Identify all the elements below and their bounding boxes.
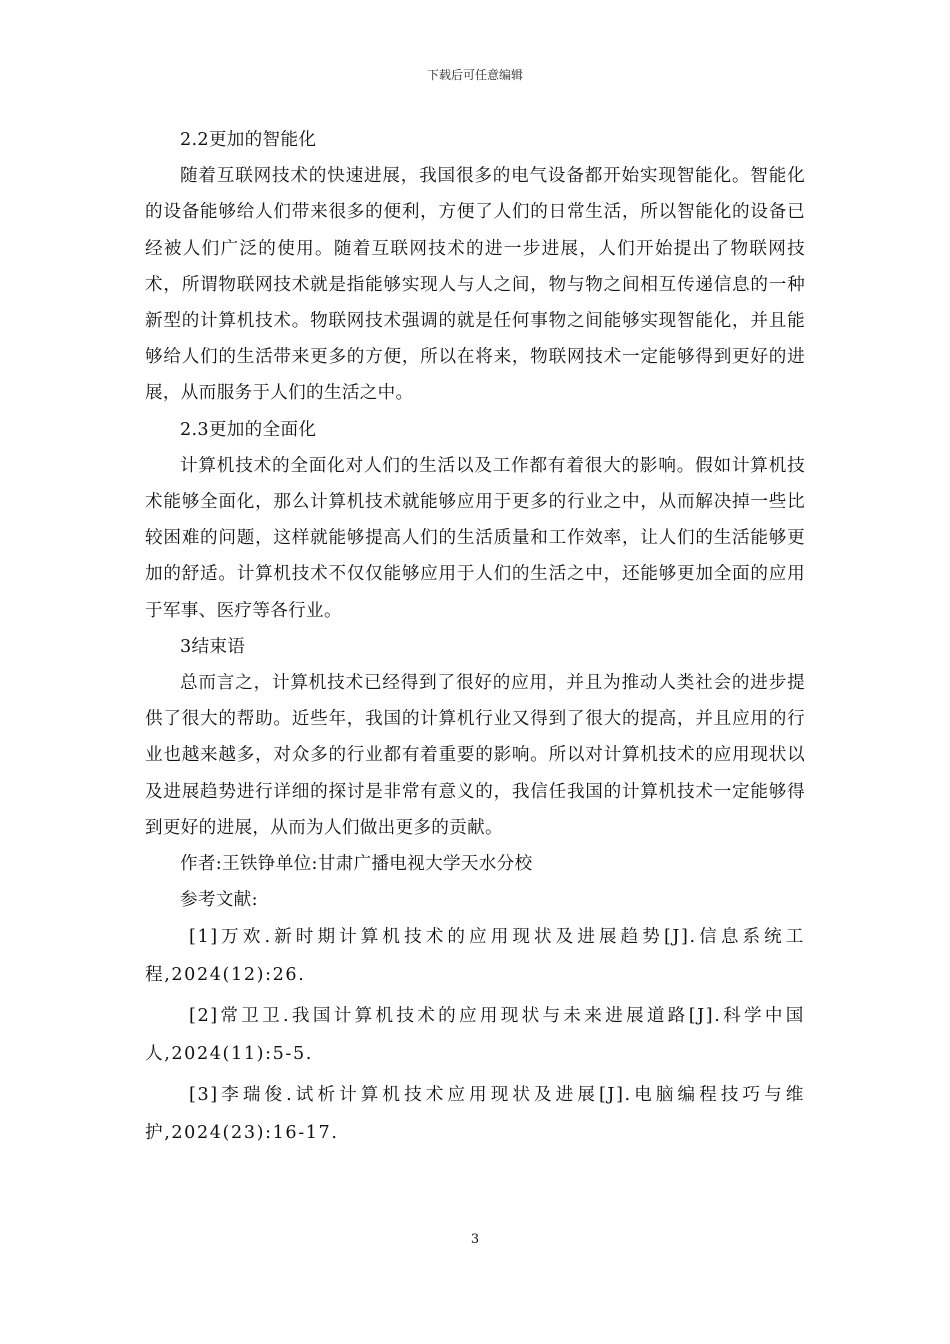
page-header: 下载后可任意编辑 [426, 68, 523, 82]
section-paragraph: 总而言之，计算机技术已经得到了很好的应用，并且为推动人类社会的进步提供了很大的帮助。近些年，我国的计算机行业又得到了很大的提高，并且应用的行业也越来越多，对众多的行业都有着重要的影响。所以对计算机技术的应用现状以及进展趋势进行详细的探讨是非常有意义的，我信任我国的计算机技术一定能够得到更好的进展，从而为人们做出更多的贡献。 [145, 673, 805, 838]
reference-item: [3]李瑞俊.试析计算机技术应用现状及进展[J].电脑编程技巧与维护,2024(23):16-17. [145, 1085, 805, 1144]
section-paragraph: 随着互联网技术的快速进展，我国很多的电气设备都开始实现智能化。智能化的设备能够给人们带来很多的便利，方便了人们的日常生活，所以智能化的设备已经被人们广泛的使用。随着互联网技术的进一步进展，人们开始提出了物联网技术，所谓物联网技术就是指能够实现人与人之间，物与物之间相互传递信息的一种新型的计算机技术。物联网技术强调的就是任何事物之间能够实现智能化，并且能够给人们的生活带来更多的方便，所以在将来，物联网技术一定能够得到更好的进展，从而服务于人们的生活之中。 [145, 166, 805, 404]
reference-item: [1]万欢.新时期计算机技术的应用现状及进展趋势[J].信息系统工程,2024(12):26. [145, 927, 805, 986]
section-heading: 2.2更加的智能化 [180, 130, 317, 150]
references-heading: 参考文献: [180, 890, 258, 911]
reference-item: [2]常卫卫.我国计算机技术的应用现状与未来进展道路[J].科学中国人,2024(11):5-5. [145, 1006, 805, 1065]
section-paragraph: 计算机技术的全面化对人们的生活以及工作都有着很大的影响。假如计算机技术能够全面化，那么计算机技术就能够应用于更多的行业之中，从而解决掉一些比较困难的问题，这样就能够提高人们的生活质量和工作效率，让人们的生活能够更加的舒适。计算机技术不仅仅能够应用于人们的生活之中，还能够更加全面的应用于军事、医疗等各行业。 [145, 455, 805, 621]
section-heading: 3结束语 [180, 636, 246, 657]
document-body [145, 122, 805, 1152]
author-line: 作者:王铁铮单位:甘肃广播电视大学天水分校 [180, 854, 533, 875]
page-number: 3 [470, 1232, 480, 1247]
section-heading: 2.3更加的全面化 [180, 419, 317, 440]
reference-list [145, 918, 805, 1152]
